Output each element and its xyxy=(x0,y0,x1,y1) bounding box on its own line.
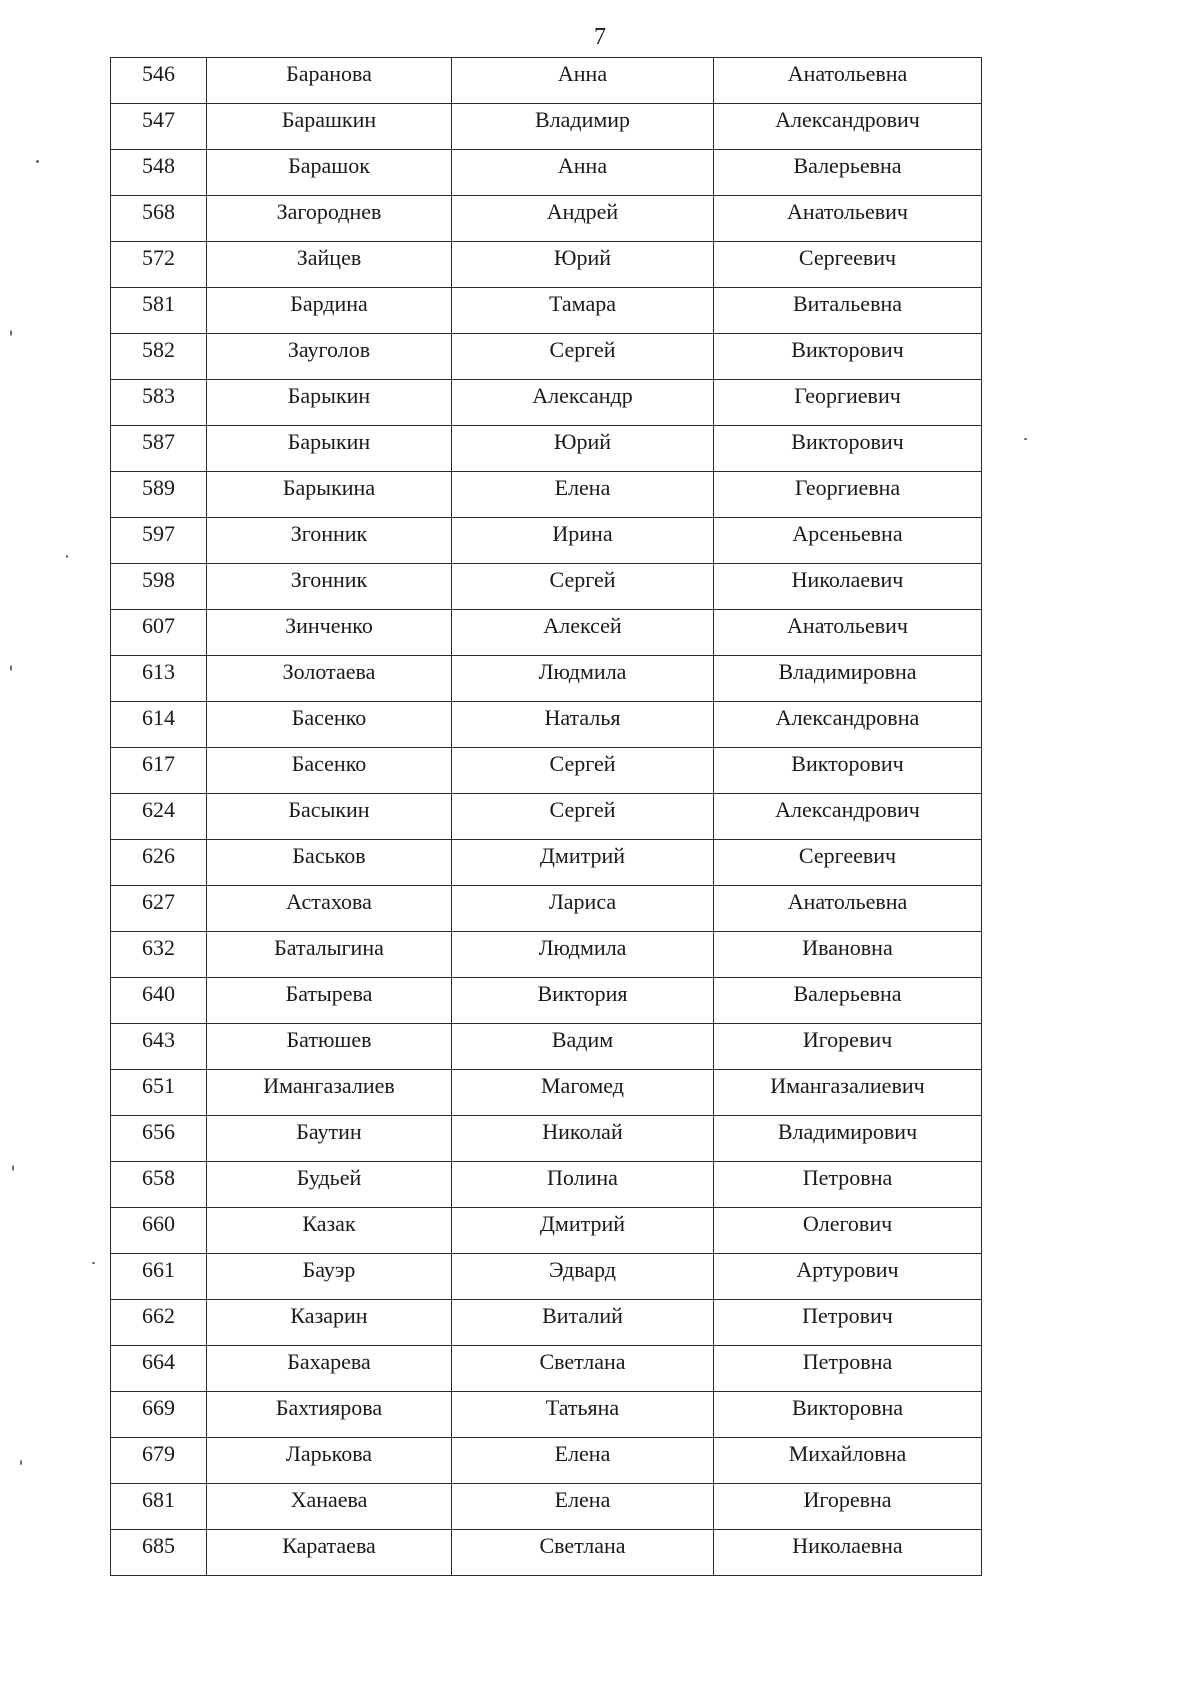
table-row xyxy=(111,748,982,794)
last-name-cell: Имангазалиев xyxy=(207,1070,452,1116)
row-number-cell: 568 xyxy=(111,196,207,242)
table-row xyxy=(111,840,982,886)
last-name-cell: Баталыгина xyxy=(207,932,452,978)
first-name-cell: Вадим xyxy=(452,1024,714,1070)
last-name-cell: Бардина xyxy=(207,288,452,334)
first-name-cell: Магомед xyxy=(452,1070,714,1116)
table-row xyxy=(111,564,982,610)
last-name-cell: Баутин xyxy=(207,1116,452,1162)
patronymic-cell: Олегович xyxy=(714,1208,982,1254)
patronymic-cell: Анатольевич xyxy=(714,610,982,656)
first-name-cell: Сергей xyxy=(452,794,714,840)
row-number-cell: 613 xyxy=(111,656,207,702)
first-name-cell: Юрий xyxy=(452,242,714,288)
patronymic-cell: Имангазалиевич xyxy=(714,1070,982,1116)
row-number-cell: 643 xyxy=(111,1024,207,1070)
table-row xyxy=(111,1346,982,1392)
row-number-cell: 658 xyxy=(111,1162,207,1208)
row-number-cell: 607 xyxy=(111,610,207,656)
row-number-cell: 662 xyxy=(111,1300,207,1346)
scan-speck xyxy=(20,1460,22,1465)
first-name-cell: Тамара xyxy=(452,288,714,334)
first-name-cell: Владимир xyxy=(452,104,714,150)
last-name-cell: Будьей xyxy=(207,1162,452,1208)
table-row xyxy=(111,150,982,196)
last-name-cell: Басенко xyxy=(207,748,452,794)
last-name-cell: Барыкин xyxy=(207,380,452,426)
row-number-cell: 548 xyxy=(111,150,207,196)
patronymic-cell: Георгиевна xyxy=(714,472,982,518)
first-name-cell: Анна xyxy=(452,150,714,196)
table-row xyxy=(111,886,982,932)
last-name-cell: Астахова xyxy=(207,886,452,932)
last-name-cell: Згонник xyxy=(207,518,452,564)
last-name-cell: Згонник xyxy=(207,564,452,610)
patronymic-cell: Игоревич xyxy=(714,1024,982,1070)
last-name-cell: Загороднев xyxy=(207,196,452,242)
last-name-cell: Баськов xyxy=(207,840,452,886)
last-name-cell: Зайцев xyxy=(207,242,452,288)
last-name-cell: Золотаева xyxy=(207,656,452,702)
table-row xyxy=(111,104,982,150)
table-row xyxy=(111,656,982,702)
row-number-cell: 632 xyxy=(111,932,207,978)
patronymic-cell: Сергеевич xyxy=(714,242,982,288)
patronymic-cell: Анатольевна xyxy=(714,886,982,932)
row-number-cell: 656 xyxy=(111,1116,207,1162)
table-row xyxy=(111,1116,982,1162)
table-row xyxy=(111,426,982,472)
first-name-cell: Людмила xyxy=(452,932,714,978)
patronymic-cell: Валерьевна xyxy=(714,978,982,1024)
first-name-cell: Сергей xyxy=(452,564,714,610)
row-number-cell: 661 xyxy=(111,1254,207,1300)
last-name-cell: Басыкин xyxy=(207,794,452,840)
row-number-cell: 589 xyxy=(111,472,207,518)
first-name-cell: Елена xyxy=(452,472,714,518)
last-name-cell: Ханаева xyxy=(207,1484,452,1530)
patronymic-cell: Александровна xyxy=(714,702,982,748)
row-number-cell: 581 xyxy=(111,288,207,334)
row-number-cell: 547 xyxy=(111,104,207,150)
first-name-cell: Елена xyxy=(452,1438,714,1484)
patronymic-cell: Георгиевич xyxy=(714,380,982,426)
last-name-cell: Батырева xyxy=(207,978,452,1024)
row-number-cell: 617 xyxy=(111,748,207,794)
last-name-cell: Барыкина xyxy=(207,472,452,518)
patronymic-cell: Петрович xyxy=(714,1300,982,1346)
last-name-cell: Зауголов xyxy=(207,334,452,380)
last-name-cell: Ларькова xyxy=(207,1438,452,1484)
row-number-cell: 587 xyxy=(111,426,207,472)
table-row xyxy=(111,334,982,380)
table-row xyxy=(111,1254,982,1300)
first-name-cell: Виктория xyxy=(452,978,714,1024)
patronymic-cell: Викторович xyxy=(714,426,982,472)
patronymic-cell: Ивановна xyxy=(714,932,982,978)
last-name-cell: Батюшев xyxy=(207,1024,452,1070)
first-name-cell: Светлана xyxy=(452,1530,714,1576)
row-number-cell: 651 xyxy=(111,1070,207,1116)
row-number-cell: 583 xyxy=(111,380,207,426)
first-name-cell: Татьяна xyxy=(452,1392,714,1438)
last-name-cell: Барашок xyxy=(207,150,452,196)
scan-speck xyxy=(36,160,39,163)
table-row xyxy=(111,932,982,978)
row-number-cell: 546 xyxy=(111,58,207,104)
first-name-cell: Дмитрий xyxy=(452,840,714,886)
last-name-cell: Бауэр xyxy=(207,1254,452,1300)
first-name-cell: Эдвард xyxy=(452,1254,714,1300)
last-name-cell: Казарин xyxy=(207,1300,452,1346)
table-row xyxy=(111,1438,982,1484)
last-name-cell: Барыкин xyxy=(207,426,452,472)
first-name-cell: Елена xyxy=(452,1484,714,1530)
row-number-cell: 685 xyxy=(111,1530,207,1576)
first-name-cell: Юрий xyxy=(452,426,714,472)
scan-speck xyxy=(12,1165,14,1171)
row-number-cell: 624 xyxy=(111,794,207,840)
table-row xyxy=(111,1392,982,1438)
row-number-cell: 598 xyxy=(111,564,207,610)
patronymic-cell: Петровна xyxy=(714,1162,982,1208)
last-name-cell: Басенко xyxy=(207,702,452,748)
first-name-cell: Сергей xyxy=(452,334,714,380)
people-table-body xyxy=(111,58,982,1576)
patronymic-cell: Игоревна xyxy=(714,1484,982,1530)
first-name-cell: Светлана xyxy=(452,1346,714,1392)
table-row xyxy=(111,1162,982,1208)
row-number-cell: 597 xyxy=(111,518,207,564)
last-name-cell: Казак xyxy=(207,1208,452,1254)
row-number-cell: 664 xyxy=(111,1346,207,1392)
scan-speck xyxy=(10,665,12,671)
table-row xyxy=(111,242,982,288)
patronymic-cell: Викторовна xyxy=(714,1392,982,1438)
patronymic-cell: Николаевна xyxy=(714,1530,982,1576)
patronymic-cell: Владимировна xyxy=(714,656,982,702)
patronymic-cell: Анатольевич xyxy=(714,196,982,242)
last-name-cell: Каратаева xyxy=(207,1530,452,1576)
row-number-cell: 660 xyxy=(111,1208,207,1254)
table-row xyxy=(111,288,982,334)
last-name-cell: Барашкин xyxy=(207,104,452,150)
table-row xyxy=(111,794,982,840)
first-name-cell: Алексей xyxy=(452,610,714,656)
patronymic-cell: Витальевна xyxy=(714,288,982,334)
scan-speck xyxy=(1024,438,1027,440)
row-number-cell: 640 xyxy=(111,978,207,1024)
row-number-cell: 626 xyxy=(111,840,207,886)
table-row xyxy=(111,1070,982,1116)
last-name-cell: Бахарева xyxy=(207,1346,452,1392)
row-number-cell: 614 xyxy=(111,702,207,748)
first-name-cell: Ирина xyxy=(452,518,714,564)
table-row xyxy=(111,58,982,104)
patronymic-cell: Сергеевич xyxy=(714,840,982,886)
patronymic-cell: Михайловна xyxy=(714,1438,982,1484)
patronymic-cell: Викторович xyxy=(714,334,982,380)
first-name-cell: Анна xyxy=(452,58,714,104)
table-row xyxy=(111,472,982,518)
table-row xyxy=(111,196,982,242)
patronymic-cell: Арсеньевна xyxy=(714,518,982,564)
first-name-cell: Виталий xyxy=(452,1300,714,1346)
page-number: 7 xyxy=(594,24,606,50)
patronymic-cell: Александрович xyxy=(714,104,982,150)
first-name-cell: Александр xyxy=(452,380,714,426)
row-number-cell: 572 xyxy=(111,242,207,288)
scan-speck xyxy=(10,330,12,336)
last-name-cell: Бахтиярова xyxy=(207,1392,452,1438)
row-number-cell: 681 xyxy=(111,1484,207,1530)
first-name-cell: Наталья xyxy=(452,702,714,748)
table-row xyxy=(111,1300,982,1346)
scan-speck xyxy=(92,1262,95,1264)
table-row xyxy=(111,518,982,564)
patronymic-cell: Петровна xyxy=(714,1346,982,1392)
first-name-cell: Полина xyxy=(452,1162,714,1208)
patronymic-cell: Валерьевна xyxy=(714,150,982,196)
row-number-cell: 627 xyxy=(111,886,207,932)
table-row xyxy=(111,1530,982,1576)
row-number-cell: 582 xyxy=(111,334,207,380)
first-name-cell: Дмитрий xyxy=(452,1208,714,1254)
table-row xyxy=(111,978,982,1024)
first-name-cell: Людмила xyxy=(452,656,714,702)
first-name-cell: Сергей xyxy=(452,748,714,794)
table-row xyxy=(111,1208,982,1254)
table-row xyxy=(111,702,982,748)
first-name-cell: Андрей xyxy=(452,196,714,242)
patronymic-cell: Артурович xyxy=(714,1254,982,1300)
patronymic-cell: Владимирович xyxy=(714,1116,982,1162)
patronymic-cell: Анатольевна xyxy=(714,58,982,104)
row-number-cell: 679 xyxy=(111,1438,207,1484)
patronymic-cell: Александрович xyxy=(714,794,982,840)
table-row xyxy=(111,380,982,426)
row-number-cell: 669 xyxy=(111,1392,207,1438)
table-row xyxy=(111,1484,982,1530)
last-name-cell: Зинченко xyxy=(207,610,452,656)
patronymic-cell: Николаевич xyxy=(714,564,982,610)
last-name-cell: Баранова xyxy=(207,58,452,104)
patronymic-cell: Викторович xyxy=(714,748,982,794)
people-table xyxy=(110,57,982,1576)
table-row xyxy=(111,1024,982,1070)
scan-speck xyxy=(66,555,68,558)
table-row xyxy=(111,610,982,656)
first-name-cell: Лариса xyxy=(452,886,714,932)
first-name-cell: Николай xyxy=(452,1116,714,1162)
